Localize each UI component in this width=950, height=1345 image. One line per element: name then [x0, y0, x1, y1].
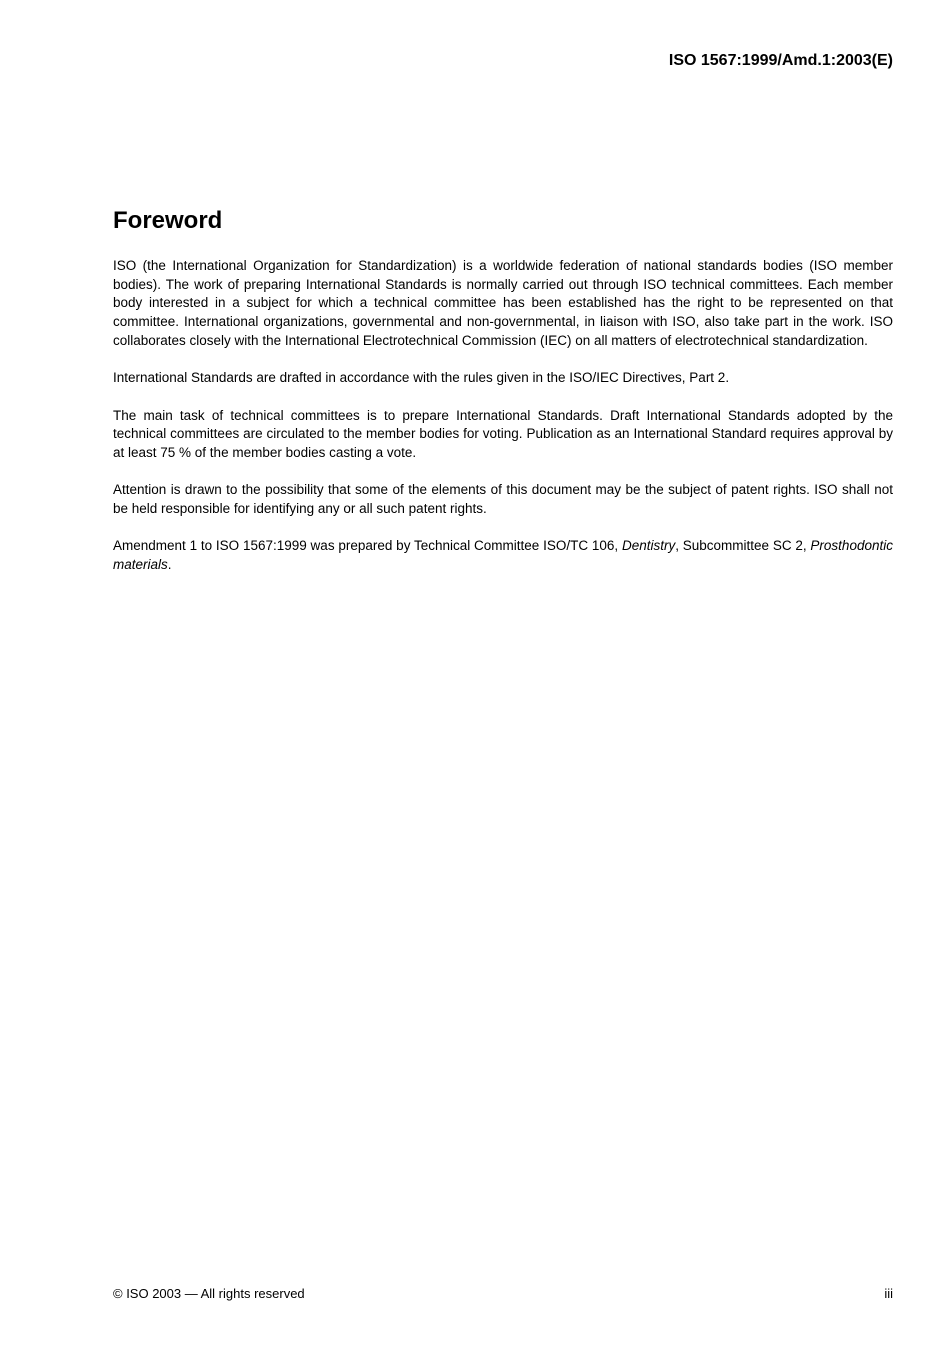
foreword-section: [113, 206, 893, 575]
foreword-paragraph-1: ISO (the International Organization for Standardization) is a worldwide federation of national standards bodies (ISO member bodies). The work of preparing International Standards is normally carried out through ISO technical committees. Each member body interested in a subject for which a technical committee has been established has the right to be represented on that committee. International organizations, governmental and non-governmental, in liaison with ISO, also take part in the work. ISO collaborates closely with the International Electrotechnical Commission (IEC) on all matters of electrotechnical standardization.: [113, 258, 893, 348]
foreword-paragraph-4: Attention is drawn to the possibility that some of the elements of this document may be the subject of patent rights. ISO shall not be held responsible for identifying any or all such patent rights.: [113, 482, 893, 517]
amendment-run-1: Amendment 1 to ISO 1567:1999 was prepared by Technical Committee ISO/TC 106,: [113, 538, 622, 554]
amendment-run-2-committee-name: Dentistry: [621, 538, 676, 554]
amendment-run-3: , Subcommittee SC 2,: [675, 538, 811, 554]
header-doc-number: ISO 1567:1999/Amd.1:2003(E): [668, 52, 893, 69]
amendment-run-5: .: [167, 557, 172, 573]
foreword-paragraph-2: International Standards are drafted in accordance with the rules given in the ISO/IEC Directives, Part 2.: [113, 370, 730, 386]
foreword-paragraph-amendment: [113, 537, 893, 574]
foreword-paragraph-3: The main task of technical committees is to prepare International Standards. Draft International Standards adopted by the technical committees are circulated to the member bodies for voting. Publication as an International Standard requires approval by at least 75 % of the member bodies casting a vote.: [113, 407, 893, 460]
footer-copyright: © ISO 2003 — All rights reserved: [113, 1286, 305, 1301]
page-footer: [113, 1285, 893, 1303]
amendment-run-4-subcommittee-name: Prosthodontic materials: [113, 538, 893, 573]
footer-page-number: iii: [884, 1286, 893, 1301]
foreword-heading: Foreword: [113, 207, 223, 234]
